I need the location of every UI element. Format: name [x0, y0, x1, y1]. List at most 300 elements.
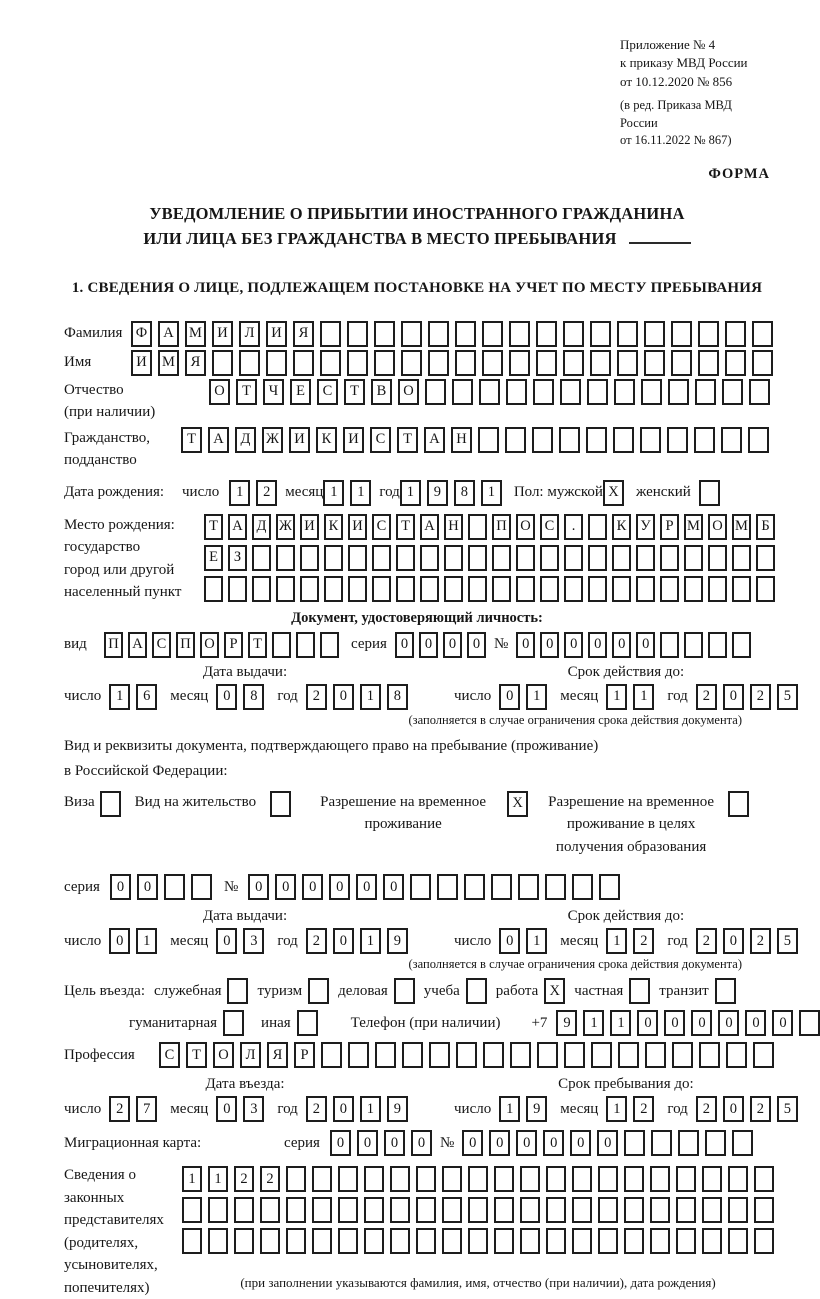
char-box[interactable]: П	[492, 514, 511, 540]
char-box[interactable]	[564, 545, 583, 571]
char-box[interactable]	[270, 791, 291, 817]
char-box[interactable]: 0	[637, 1010, 658, 1036]
char-box[interactable]	[100, 791, 121, 817]
char-box[interactable]: 6	[136, 684, 157, 710]
char-box[interactable]: 2	[109, 1096, 130, 1122]
char-box[interactable]	[452, 379, 473, 405]
char-box[interactable]	[324, 576, 343, 602]
char-box[interactable]: 5	[777, 684, 798, 710]
char-box[interactable]	[754, 1197, 774, 1223]
char-box[interactable]: 1	[583, 1010, 604, 1036]
char-box[interactable]	[518, 874, 539, 900]
char-box[interactable]: 0	[216, 928, 237, 954]
char-box[interactable]	[320, 321, 341, 347]
char-box[interactable]	[546, 1228, 566, 1254]
char-box[interactable]: 0	[333, 928, 354, 954]
char-box[interactable]	[520, 1166, 540, 1192]
char-box[interactable]: 1	[400, 480, 421, 506]
char-box[interactable]	[732, 632, 751, 658]
char-box[interactable]	[456, 1042, 477, 1068]
char-box[interactable]	[300, 576, 319, 602]
char-box[interactable]	[300, 545, 319, 571]
char-box[interactable]	[722, 379, 743, 405]
char-box[interactable]	[629, 978, 650, 1004]
char-box[interactable]: С	[372, 514, 391, 540]
char-box[interactable]	[464, 874, 485, 900]
char-box[interactable]: И	[212, 321, 233, 347]
char-box[interactable]	[468, 576, 487, 602]
char-box[interactable]: 3	[243, 928, 264, 954]
char-box[interactable]: 8	[243, 684, 264, 710]
char-box[interactable]: И	[289, 427, 310, 453]
char-box[interactable]	[752, 350, 773, 376]
char-box[interactable]: 1	[109, 684, 130, 710]
char-box[interactable]: 0	[275, 874, 296, 900]
char-box[interactable]	[375, 1042, 396, 1068]
char-box[interactable]: 2	[306, 1096, 327, 1122]
char-box[interactable]: .	[564, 514, 583, 540]
char-box[interactable]	[591, 1042, 612, 1068]
char-box[interactable]: 8	[387, 684, 408, 710]
char-box[interactable]	[494, 1228, 514, 1254]
char-box[interactable]: 1	[633, 684, 654, 710]
char-box[interactable]: 2	[306, 928, 327, 954]
char-box[interactable]: 0	[745, 1010, 766, 1036]
char-box[interactable]	[468, 545, 487, 571]
char-box[interactable]: Ф	[131, 321, 152, 347]
char-box[interactable]	[260, 1197, 280, 1223]
char-box[interactable]: И	[300, 514, 319, 540]
char-box[interactable]	[536, 321, 557, 347]
char-box[interactable]: С	[540, 514, 559, 540]
char-box[interactable]	[617, 321, 638, 347]
char-box[interactable]: Н	[444, 514, 463, 540]
char-box[interactable]	[491, 874, 512, 900]
char-box[interactable]: И	[131, 350, 152, 376]
char-box[interactable]	[191, 874, 212, 900]
char-box[interactable]	[708, 576, 727, 602]
char-box[interactable]	[572, 1228, 592, 1254]
char-box[interactable]: 1	[610, 1010, 631, 1036]
char-box[interactable]: 0	[384, 1130, 405, 1156]
char-box[interactable]: К	[612, 514, 631, 540]
char-box[interactable]: 2	[234, 1166, 254, 1192]
char-box[interactable]: С	[317, 379, 338, 405]
char-box[interactable]	[708, 545, 727, 571]
char-box[interactable]: 2	[633, 1096, 654, 1122]
char-box[interactable]: 2	[260, 1166, 280, 1192]
char-box[interactable]	[364, 1166, 384, 1192]
char-box[interactable]	[252, 576, 271, 602]
char-box[interactable]: А	[128, 632, 147, 658]
char-box[interactable]: К	[316, 427, 337, 453]
char-box[interactable]: П	[104, 632, 123, 658]
char-box[interactable]: 9	[427, 480, 448, 506]
char-box[interactable]	[586, 427, 607, 453]
char-box[interactable]	[533, 379, 554, 405]
char-box[interactable]: X	[603, 480, 624, 506]
char-box[interactable]	[372, 576, 391, 602]
char-box[interactable]: 0	[109, 928, 130, 954]
char-box[interactable]	[728, 1197, 748, 1223]
char-box[interactable]: М	[185, 321, 206, 347]
char-box[interactable]: X	[544, 978, 565, 1004]
char-box[interactable]: А	[420, 514, 439, 540]
char-box[interactable]	[572, 874, 593, 900]
char-box[interactable]	[492, 545, 511, 571]
char-box[interactable]: 0	[330, 1130, 351, 1156]
char-box[interactable]: Т	[344, 379, 365, 405]
char-box[interactable]: Л	[239, 321, 260, 347]
char-box[interactable]: В	[371, 379, 392, 405]
char-box[interactable]: Б	[756, 514, 775, 540]
char-box[interactable]	[572, 1197, 592, 1223]
char-box[interactable]	[618, 1042, 639, 1068]
char-box[interactable]	[636, 545, 655, 571]
char-box[interactable]: 7	[136, 1096, 157, 1122]
char-box[interactable]: 1	[323, 480, 344, 506]
char-box[interactable]	[732, 576, 751, 602]
char-box[interactable]	[234, 1228, 254, 1254]
char-box[interactable]: Ж	[262, 427, 283, 453]
char-box[interactable]	[260, 1228, 280, 1254]
char-box[interactable]	[324, 545, 343, 571]
char-box[interactable]	[320, 632, 339, 658]
char-box[interactable]	[444, 576, 463, 602]
char-box[interactable]	[726, 1042, 747, 1068]
char-box[interactable]	[613, 427, 634, 453]
char-box[interactable]: Ж	[276, 514, 295, 540]
char-box[interactable]	[671, 350, 692, 376]
char-box[interactable]	[308, 978, 329, 1004]
char-box[interactable]: А	[208, 427, 229, 453]
char-box[interactable]	[297, 1010, 318, 1036]
char-box[interactable]	[678, 1130, 699, 1156]
char-box[interactable]	[428, 350, 449, 376]
char-box[interactable]: 1	[499, 1096, 520, 1122]
char-box[interactable]	[624, 1130, 645, 1156]
char-box[interactable]	[320, 350, 341, 376]
char-box[interactable]: 0	[411, 1130, 432, 1156]
char-box[interactable]: 0	[723, 1096, 744, 1122]
char-box[interactable]	[660, 576, 679, 602]
char-box[interactable]	[668, 379, 689, 405]
char-box[interactable]: 1	[606, 684, 627, 710]
char-box[interactable]	[749, 379, 770, 405]
char-box[interactable]	[420, 545, 439, 571]
char-box[interactable]	[676, 1166, 696, 1192]
char-box[interactable]	[234, 1197, 254, 1223]
char-box[interactable]	[396, 576, 415, 602]
char-box[interactable]	[590, 321, 611, 347]
char-box[interactable]	[560, 379, 581, 405]
char-box[interactable]: И	[348, 514, 367, 540]
char-box[interactable]	[208, 1197, 228, 1223]
char-box[interactable]: 1	[526, 684, 547, 710]
char-box[interactable]: Д	[252, 514, 271, 540]
char-box[interactable]	[587, 379, 608, 405]
char-box[interactable]	[520, 1228, 540, 1254]
char-box[interactable]	[650, 1166, 670, 1192]
char-box[interactable]	[645, 1042, 666, 1068]
char-box[interactable]	[537, 1042, 558, 1068]
char-box[interactable]: 5	[777, 928, 798, 954]
char-box[interactable]	[401, 350, 422, 376]
char-box[interactable]	[732, 545, 751, 571]
char-box[interactable]	[223, 1010, 244, 1036]
char-box[interactable]: 0	[383, 874, 404, 900]
char-box[interactable]: О	[398, 379, 419, 405]
char-box[interactable]	[563, 321, 584, 347]
char-box[interactable]	[509, 321, 530, 347]
char-box[interactable]: 1	[360, 1096, 381, 1122]
char-box[interactable]: 2	[750, 1096, 771, 1122]
char-box[interactable]	[252, 545, 271, 571]
char-box[interactable]: М	[732, 514, 751, 540]
char-box[interactable]: А	[228, 514, 247, 540]
char-box[interactable]	[546, 1197, 566, 1223]
char-box[interactable]	[588, 545, 607, 571]
char-box[interactable]	[644, 321, 665, 347]
char-box[interactable]	[598, 1197, 618, 1223]
char-box[interactable]: 0	[516, 1130, 537, 1156]
char-box[interactable]	[293, 350, 314, 376]
char-box[interactable]: 0	[216, 1096, 237, 1122]
char-box[interactable]	[617, 350, 638, 376]
char-box[interactable]: Т	[397, 427, 418, 453]
char-box[interactable]	[390, 1228, 410, 1254]
char-box[interactable]: 0	[110, 874, 131, 900]
char-box[interactable]	[416, 1197, 436, 1223]
char-box[interactable]: 0	[570, 1130, 591, 1156]
char-box[interactable]	[559, 427, 580, 453]
char-box[interactable]	[286, 1166, 306, 1192]
char-box[interactable]	[624, 1228, 644, 1254]
char-box[interactable]: 0	[543, 1130, 564, 1156]
char-box[interactable]	[660, 545, 679, 571]
char-box[interactable]	[705, 1130, 726, 1156]
char-box[interactable]	[420, 576, 439, 602]
char-box[interactable]: И	[343, 427, 364, 453]
char-box[interactable]: 0	[499, 684, 520, 710]
char-box[interactable]: 1	[182, 1166, 202, 1192]
char-box[interactable]	[667, 427, 688, 453]
char-box[interactable]: 0	[489, 1130, 510, 1156]
char-box[interactable]: З	[228, 545, 247, 571]
char-box[interactable]	[695, 379, 716, 405]
char-box[interactable]	[598, 1166, 618, 1192]
char-box[interactable]	[660, 632, 679, 658]
char-box[interactable]	[672, 1042, 693, 1068]
char-box[interactable]	[416, 1228, 436, 1254]
char-box[interactable]: О	[209, 379, 230, 405]
char-box[interactable]: 0	[636, 632, 655, 658]
char-box[interactable]	[276, 545, 295, 571]
char-box[interactable]: 0	[723, 928, 744, 954]
char-box[interactable]: П	[176, 632, 195, 658]
char-box[interactable]	[478, 427, 499, 453]
char-box[interactable]	[756, 576, 775, 602]
char-box[interactable]: А	[424, 427, 445, 453]
char-box[interactable]	[636, 576, 655, 602]
char-box[interactable]	[753, 1042, 774, 1068]
char-box[interactable]: С	[152, 632, 171, 658]
char-box[interactable]: 9	[387, 928, 408, 954]
char-box[interactable]	[482, 350, 503, 376]
char-box[interactable]	[599, 874, 620, 900]
char-box[interactable]	[754, 1228, 774, 1254]
char-box[interactable]	[442, 1197, 462, 1223]
char-box[interactable]	[540, 545, 559, 571]
char-box[interactable]: 1	[526, 928, 547, 954]
char-box[interactable]	[614, 379, 635, 405]
char-box[interactable]	[425, 379, 446, 405]
char-box[interactable]	[564, 1042, 585, 1068]
char-box[interactable]	[752, 321, 773, 347]
char-box[interactable]	[455, 350, 476, 376]
char-box[interactable]: Р	[224, 632, 243, 658]
char-box[interactable]	[650, 1197, 670, 1223]
char-box[interactable]	[509, 350, 530, 376]
char-box[interactable]: 0	[333, 1096, 354, 1122]
char-box[interactable]	[321, 1042, 342, 1068]
char-box[interactable]: 0	[540, 632, 559, 658]
char-box[interactable]	[624, 1166, 644, 1192]
char-box[interactable]	[590, 350, 611, 376]
char-box[interactable]	[612, 545, 631, 571]
char-box[interactable]: О	[516, 514, 535, 540]
char-box[interactable]: 2	[696, 1096, 717, 1122]
char-box[interactable]	[272, 632, 291, 658]
char-box[interactable]	[208, 1228, 228, 1254]
char-box[interactable]: О	[200, 632, 219, 658]
char-box[interactable]	[728, 791, 749, 817]
char-box[interactable]: 0	[356, 874, 377, 900]
char-box[interactable]: 0	[248, 874, 269, 900]
char-box[interactable]	[394, 978, 415, 1004]
char-box[interactable]	[702, 1197, 722, 1223]
char-box[interactable]	[684, 545, 703, 571]
char-box[interactable]	[428, 321, 449, 347]
char-box[interactable]: 0	[357, 1130, 378, 1156]
char-box[interactable]: С	[159, 1042, 180, 1068]
char-box[interactable]	[372, 545, 391, 571]
char-box[interactable]: М	[158, 350, 179, 376]
char-box[interactable]	[532, 427, 553, 453]
char-box[interactable]: К	[324, 514, 343, 540]
char-box[interactable]	[468, 1228, 488, 1254]
char-box[interactable]: 0	[216, 684, 237, 710]
char-box[interactable]	[699, 480, 720, 506]
char-box[interactable]	[728, 1228, 748, 1254]
char-box[interactable]	[374, 350, 395, 376]
char-box[interactable]: 2	[750, 684, 771, 710]
char-box[interactable]	[698, 321, 719, 347]
char-box[interactable]: А	[158, 321, 179, 347]
char-box[interactable]	[276, 576, 295, 602]
char-box[interactable]	[715, 978, 736, 1004]
char-box[interactable]: 9	[526, 1096, 547, 1122]
char-box[interactable]: 0	[723, 684, 744, 710]
char-box[interactable]	[516, 576, 535, 602]
char-box[interactable]	[390, 1197, 410, 1223]
char-box[interactable]	[546, 1166, 566, 1192]
char-box[interactable]	[266, 350, 287, 376]
char-box[interactable]: С	[370, 427, 391, 453]
char-box[interactable]	[296, 632, 315, 658]
char-box[interactable]	[754, 1166, 774, 1192]
char-box[interactable]: Н	[451, 427, 472, 453]
char-box[interactable]	[725, 321, 746, 347]
char-box[interactable]: 1	[606, 928, 627, 954]
char-box[interactable]: 1	[606, 1096, 627, 1122]
char-box[interactable]	[312, 1228, 332, 1254]
char-box[interactable]	[644, 350, 665, 376]
char-box[interactable]: 1	[229, 480, 250, 506]
char-box[interactable]	[694, 427, 715, 453]
char-box[interactable]	[466, 978, 487, 1004]
char-box[interactable]: Д	[235, 427, 256, 453]
char-box[interactable]	[444, 545, 463, 571]
char-box[interactable]: М	[684, 514, 703, 540]
char-box[interactable]: Е	[290, 379, 311, 405]
char-box[interactable]	[347, 350, 368, 376]
char-box[interactable]: И	[266, 321, 287, 347]
char-box[interactable]	[455, 321, 476, 347]
char-box[interactable]: 9	[556, 1010, 577, 1036]
char-box[interactable]	[492, 576, 511, 602]
char-box[interactable]	[676, 1228, 696, 1254]
char-box[interactable]	[204, 576, 223, 602]
char-box[interactable]	[612, 576, 631, 602]
char-box[interactable]	[338, 1197, 358, 1223]
char-box[interactable]	[671, 321, 692, 347]
char-box[interactable]: 2	[633, 928, 654, 954]
char-box[interactable]	[624, 1197, 644, 1223]
char-box[interactable]	[396, 545, 415, 571]
char-box[interactable]	[286, 1228, 306, 1254]
char-box[interactable]: 9	[387, 1096, 408, 1122]
char-box[interactable]: 0	[516, 632, 535, 658]
char-box[interactable]	[401, 321, 422, 347]
char-box[interactable]: 0	[462, 1130, 483, 1156]
char-box[interactable]: О	[708, 514, 727, 540]
char-box[interactable]: 1	[481, 480, 502, 506]
char-box[interactable]: 0	[329, 874, 350, 900]
char-box[interactable]	[684, 632, 703, 658]
char-box[interactable]	[588, 576, 607, 602]
char-box[interactable]	[429, 1042, 450, 1068]
char-box[interactable]: 0	[395, 632, 414, 658]
char-box[interactable]: 0	[137, 874, 158, 900]
char-box[interactable]	[799, 1010, 820, 1036]
char-box[interactable]	[182, 1228, 202, 1254]
char-box[interactable]	[482, 321, 503, 347]
char-box[interactable]	[748, 427, 769, 453]
char-box[interactable]: Т	[248, 632, 267, 658]
char-box[interactable]	[410, 874, 431, 900]
char-box[interactable]: X	[507, 791, 528, 817]
char-box[interactable]	[442, 1228, 462, 1254]
char-box[interactable]	[650, 1228, 670, 1254]
char-box[interactable]: Т	[181, 427, 202, 453]
char-box[interactable]: 0	[664, 1010, 685, 1036]
char-box[interactable]: 0	[772, 1010, 793, 1036]
char-box[interactable]	[347, 321, 368, 347]
char-box[interactable]: Я	[185, 350, 206, 376]
char-box[interactable]	[588, 514, 607, 540]
char-box[interactable]	[564, 576, 583, 602]
